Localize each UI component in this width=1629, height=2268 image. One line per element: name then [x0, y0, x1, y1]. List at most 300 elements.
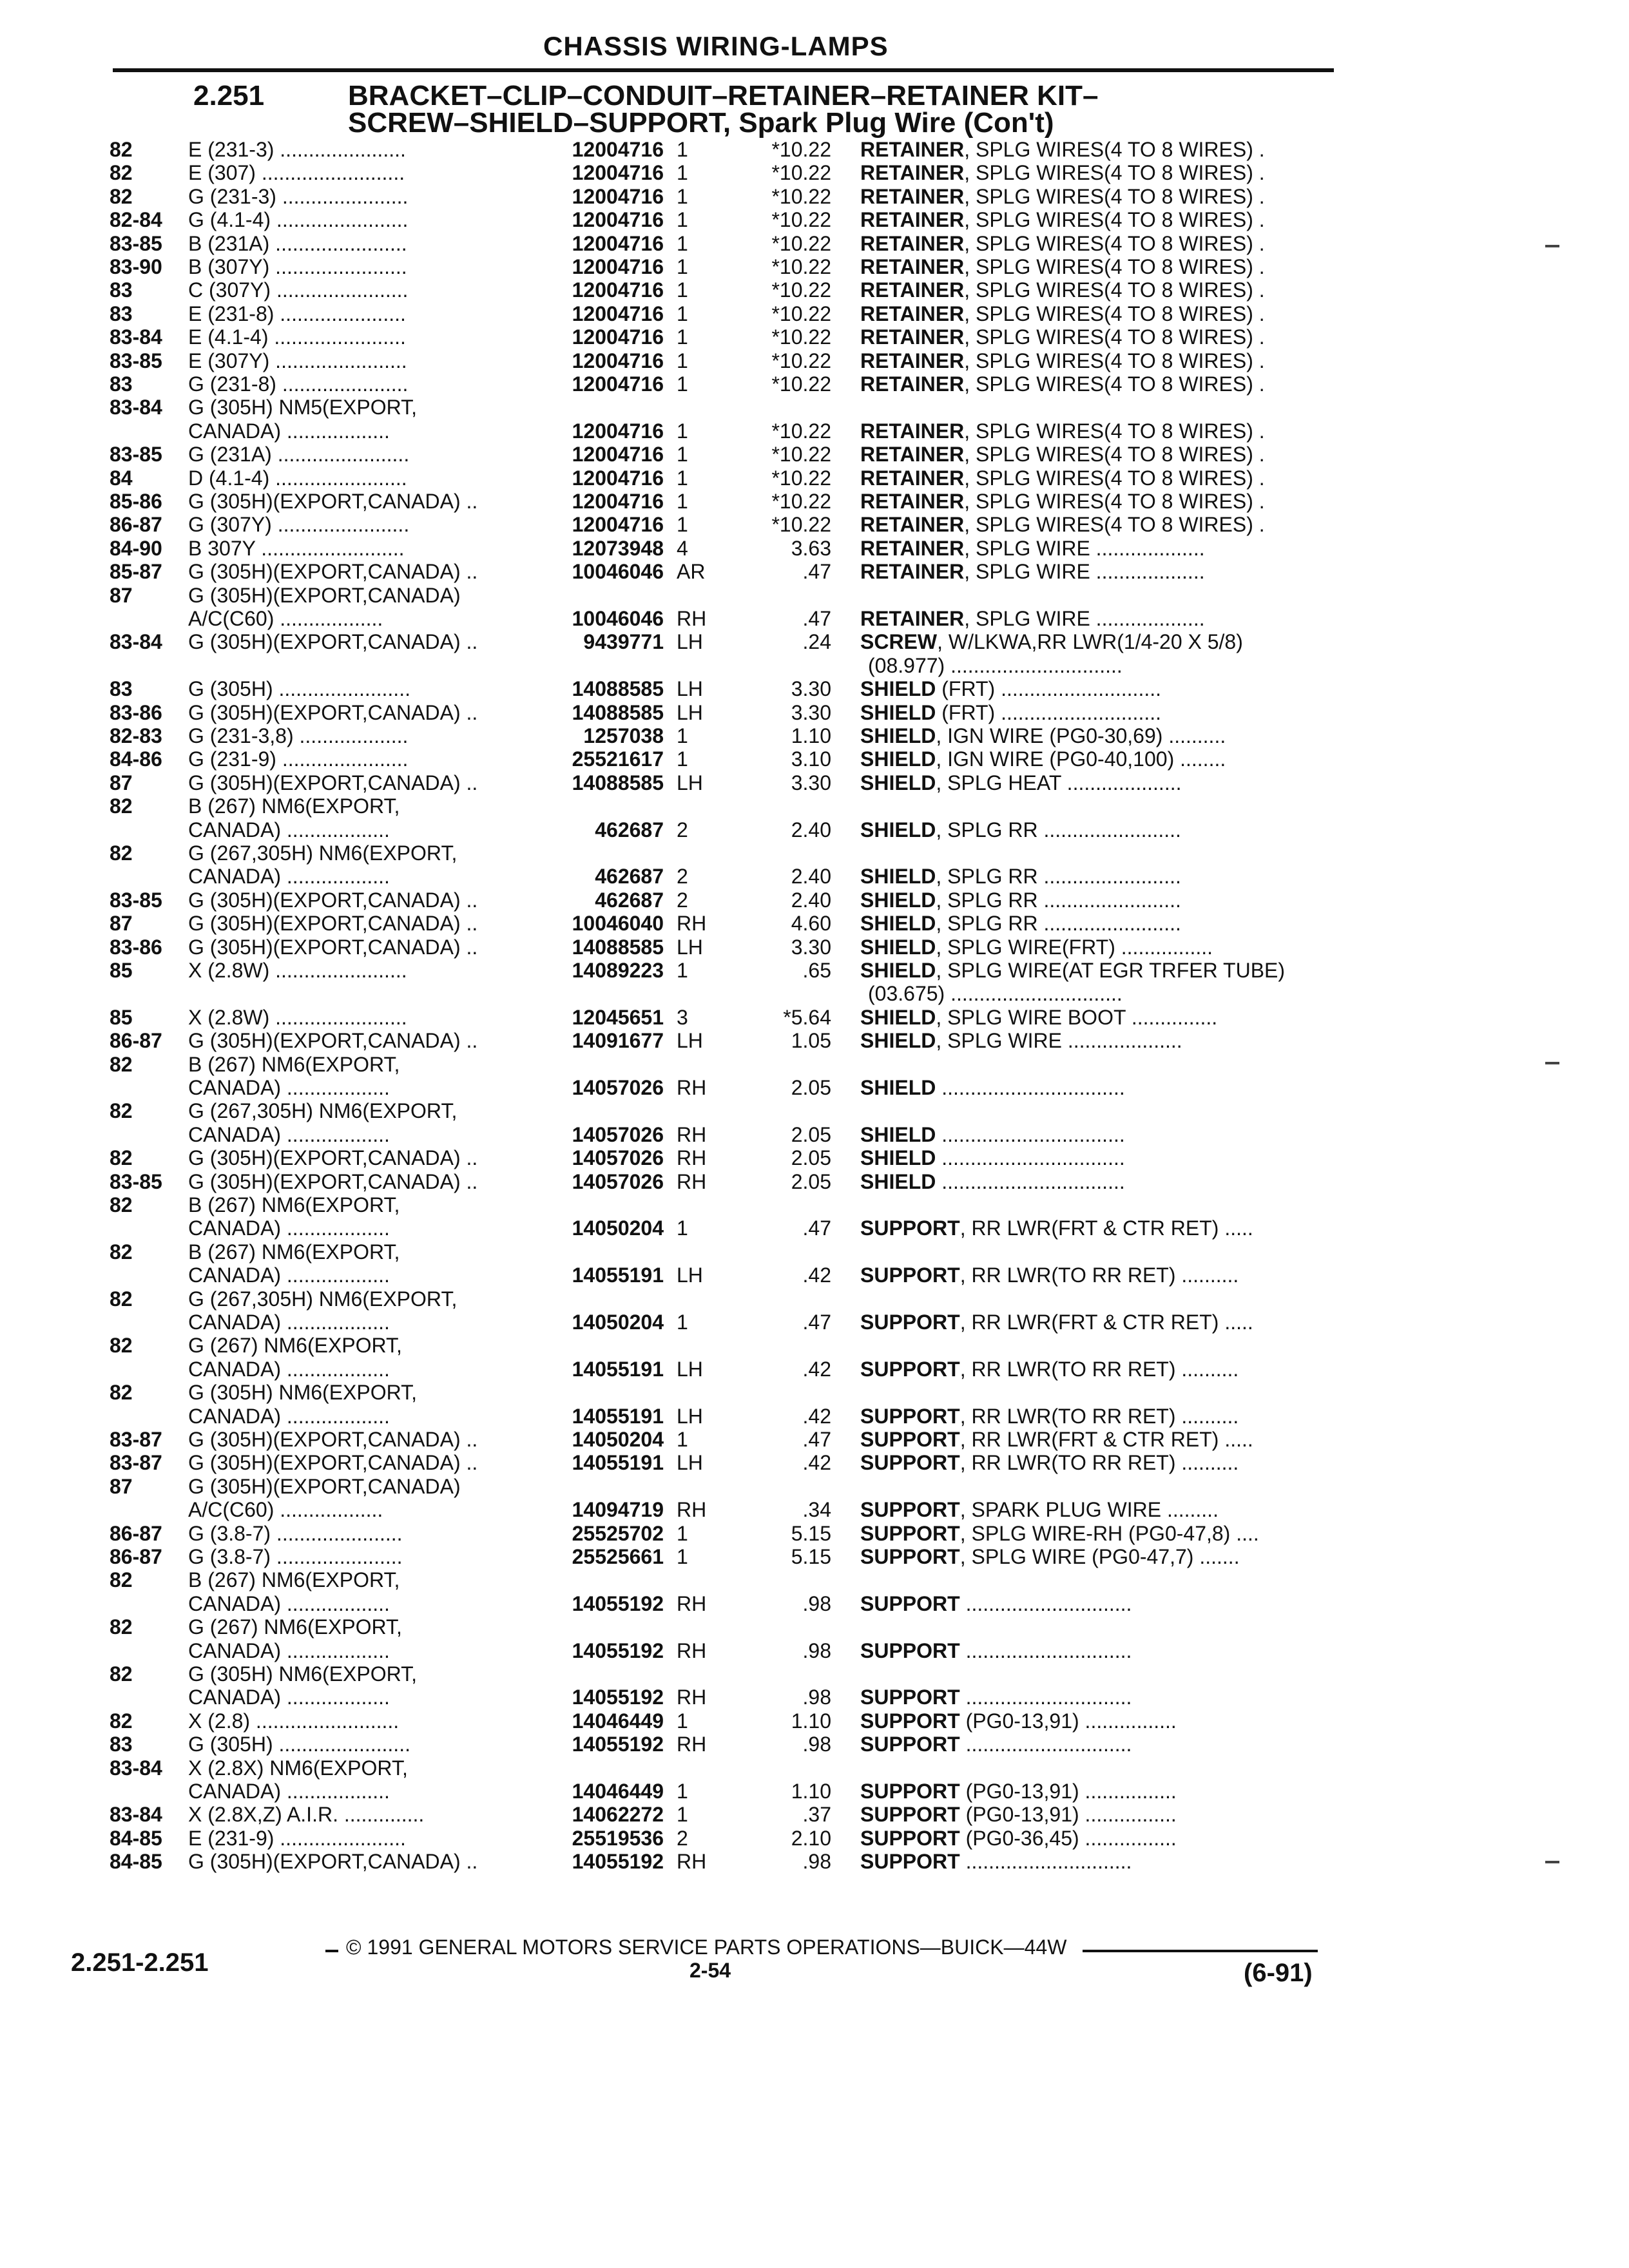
- table-row: [0, 584, 1629, 607]
- part-name-detail: , SPLG RR ........................: [936, 865, 1181, 888]
- price-cell: 2.10: [791, 1827, 831, 1850]
- quantity-cell: 3: [677, 1006, 688, 1029]
- part-number-cell: 14094719: [572, 1498, 664, 1521]
- table-row: [0, 302, 1629, 325]
- price-cell: .98: [802, 1639, 831, 1662]
- part-number-cell: 14057026: [572, 1123, 664, 1146]
- part-number-cell: 14055192: [572, 1592, 664, 1615]
- part-number-cell: 14046449: [572, 1780, 664, 1803]
- table-row: [0, 1639, 1629, 1662]
- year-cell: 83-86: [110, 936, 162, 959]
- part-name-detail: , RR LWR(TO RR RET) ..........: [959, 1405, 1239, 1428]
- description-cell: CANADA) ..................: [188, 1358, 390, 1381]
- year-cell: 84-90: [110, 537, 162, 560]
- margin-mark: [1545, 1861, 1559, 1863]
- part-number-cell: 14057026: [572, 1076, 664, 1099]
- part-name-cell: [860, 1240, 868, 1264]
- table-row: [0, 1709, 1629, 1733]
- description-cell: C (307Y) .......................: [188, 278, 409, 302]
- price-cell: .47: [802, 1216, 831, 1240]
- quantity-cell: 1: [677, 1545, 688, 1568]
- quantity-cell: 1: [677, 1803, 688, 1826]
- part-name-detail: , SPLG WIRES(4 TO 8 WIRES) .: [964, 419, 1265, 443]
- price-cell: 2.40: [791, 865, 831, 888]
- year-cell: 83: [110, 1733, 133, 1756]
- description-cell: CANADA) ..................: [188, 1686, 390, 1709]
- part-name-detail: , SPLG WIRES(4 TO 8 WIRES) .: [964, 349, 1265, 372]
- description-cell: CANADA) ..................: [188, 1311, 390, 1334]
- part-name-detail: , SPLG WIRE ....................: [936, 1029, 1182, 1052]
- price-cell: .42: [802, 1358, 831, 1381]
- table-row: [0, 1264, 1629, 1287]
- part-name-detail: , SPLG WIRE(AT EGR TRFER TUBE): [936, 959, 1286, 982]
- part-name-bold: SHIELD: [860, 1029, 936, 1052]
- part-name-cell: [860, 1451, 1239, 1474]
- part-name-cell: [860, 724, 1226, 747]
- part-name-detail: , RR LWR(TO RR RET) ..........: [959, 1264, 1239, 1287]
- price-cell: 1.10: [791, 724, 831, 747]
- part-name-cell: [860, 771, 1181, 794]
- description-cell: G (305H)(EXPORT,CANADA) ..: [188, 1428, 478, 1451]
- part-name-detail: , SPLG WIRE(FRT) ................: [936, 936, 1213, 959]
- quantity-cell: 1: [677, 443, 688, 466]
- part-number-cell: 12004716: [572, 349, 664, 372]
- table-row: [0, 912, 1629, 935]
- table-row: [0, 1334, 1629, 1357]
- part-name-bold: RETAINER: [860, 325, 965, 349]
- description-cell: CANADA) ..................: [188, 419, 390, 443]
- table-row: [0, 1099, 1629, 1122]
- part-name-bold: SHIELD: [860, 1006, 936, 1029]
- part-name-cell: [860, 841, 868, 865]
- quantity-cell: 2: [677, 865, 688, 888]
- part-number-cell: 14055191: [572, 1358, 664, 1381]
- part-name-bold: SUPPORT: [860, 1592, 960, 1615]
- table-row: [0, 677, 1629, 700]
- year-cell: 83: [110, 302, 133, 325]
- part-name-detail: , SPLG WIRES(4 TO 8 WIRES) .: [964, 138, 1265, 161]
- part-number-cell: 462687: [595, 889, 664, 912]
- description-cell: X (2.8) .........................: [188, 1709, 400, 1733]
- table-row: [0, 1827, 1629, 1850]
- table-row: [0, 794, 1629, 818]
- quantity-cell: RH: [677, 1076, 707, 1099]
- section-title-line1: BRACKET–CLIP–CONDUIT–RETAINER–RETAINER KIT–: [348, 80, 1099, 111]
- part-number-cell: 14055192: [572, 1639, 664, 1662]
- quantity-cell: LH: [677, 630, 703, 653]
- description-cell: G (305H)(EXPORT,CANADA): [188, 584, 461, 607]
- part-name-bold: RETAINER: [860, 513, 965, 536]
- part-name-cell: [860, 1287, 868, 1311]
- part-name-bold: SUPPORT: [860, 1545, 960, 1568]
- part-number-cell: 14088585: [572, 701, 664, 724]
- description-cell: G (231-9) ......................: [188, 747, 409, 771]
- year-cell: 84-85: [110, 1827, 162, 1850]
- price-cell: *10.22: [771, 208, 831, 231]
- part-number-cell: 12004716: [572, 302, 664, 325]
- quantity-cell: 1: [677, 490, 688, 513]
- description-cell: CANADA) ..................: [188, 865, 390, 888]
- part-name-bold: SCREW: [860, 630, 938, 653]
- quantity-cell: 1: [677, 513, 688, 536]
- quantity-cell: 1: [677, 138, 688, 161]
- quantity-cell: 1: [677, 1216, 688, 1240]
- part-number-cell: 12073948: [572, 537, 664, 560]
- part-name-cell: [860, 232, 1265, 255]
- description-cell: G (305H)(EXPORT,CANADA) ..: [188, 701, 478, 724]
- quantity-cell: 1: [677, 724, 688, 747]
- description-cell: CANADA) ..................: [188, 1123, 390, 1146]
- quantity-cell: 1: [677, 1428, 688, 1451]
- part-name-detail: (PG0-13,91) ................: [959, 1709, 1177, 1733]
- part-name-detail: , SPLG WIRES(4 TO 8 WIRES) .: [964, 513, 1265, 536]
- table-row: [0, 513, 1629, 536]
- table-row: [0, 208, 1629, 231]
- part-name-detail: , SPLG WIRES(4 TO 8 WIRES) .: [964, 372, 1265, 396]
- description-cell: G (305H)(EXPORT,CANADA) ..: [188, 560, 478, 583]
- description-cell: G (267,305H) NM6(EXPORT,: [188, 841, 458, 865]
- part-name-cell: [860, 560, 1205, 583]
- part-number-cell: 12004716: [572, 443, 664, 466]
- part-name-cell: [860, 208, 1265, 231]
- quantity-cell: 1: [677, 161, 688, 184]
- part-name-cell: [860, 513, 1265, 536]
- header-rule: [113, 68, 1334, 72]
- part-name-cell: [860, 1827, 1177, 1850]
- part-number-cell: 12004716: [572, 490, 664, 513]
- part-name-cell: [860, 1311, 1253, 1334]
- part-name-bold: SUPPORT: [860, 1522, 960, 1545]
- part-number-cell: 1257038: [583, 724, 664, 747]
- table-row: [0, 1287, 1629, 1311]
- part-name-bold: SUPPORT: [860, 1850, 960, 1873]
- part-name-bold: SUPPORT: [860, 1709, 960, 1733]
- part-name-detail: (03.675) ..............................: [868, 982, 1123, 1005]
- part-number-cell: 14089223: [572, 959, 664, 982]
- part-name-bold: SUPPORT: [860, 1498, 960, 1521]
- year-cell: 85: [110, 959, 133, 982]
- part-name-bold: SHIELD: [860, 771, 936, 794]
- year-cell: 86-87: [110, 1029, 162, 1052]
- part-name-bold: SUPPORT: [860, 1311, 960, 1334]
- part-name-cell: [860, 372, 1265, 396]
- table-row: [0, 959, 1629, 982]
- part-name-bold: RETAINER: [860, 232, 965, 255]
- description-cell: E (4.1-4) .......................: [188, 325, 406, 349]
- table-row: [0, 1358, 1629, 1381]
- year-cell: 83-85: [110, 1170, 162, 1193]
- price-cell: *10.22: [771, 325, 831, 349]
- description-cell: G (231-3) ......................: [188, 185, 409, 208]
- part-name-cell: [860, 982, 1123, 1005]
- part-number-cell: 12004716: [572, 185, 664, 208]
- part-name-detail: , SPARK PLUG WIRE .........: [959, 1498, 1219, 1521]
- part-name-cell: [860, 1709, 1177, 1733]
- year-cell: 82: [110, 1053, 133, 1076]
- part-name-bold: RETAINER: [860, 537, 965, 560]
- price-cell: 2.40: [791, 889, 831, 912]
- quantity-cell: RH: [677, 912, 707, 935]
- description-cell: G (305H) NM5(EXPORT,: [188, 396, 418, 419]
- table-row: [0, 1592, 1629, 1615]
- quantity-cell: RH: [677, 1170, 707, 1193]
- part-name-bold: RETAINER: [860, 138, 965, 161]
- year-cell: 85-87: [110, 560, 162, 583]
- part-name-detail: (PG0-36,45) ................: [959, 1827, 1177, 1850]
- part-name-cell: [860, 278, 1265, 302]
- year-cell: 82: [110, 794, 133, 818]
- table-row: [0, 1053, 1629, 1076]
- part-name-cell: [860, 537, 1205, 560]
- description-cell: G (305H)(EXPORT,CANADA): [188, 1475, 461, 1498]
- part-name-detail: , SPLG WIRES(4 TO 8 WIRES) .: [964, 302, 1265, 325]
- description-cell: E (231-8) ......................: [188, 302, 406, 325]
- year-cell: 83-87: [110, 1451, 162, 1474]
- year-cell: 82: [110, 1146, 133, 1169]
- part-number-cell: 12004716: [572, 325, 664, 349]
- part-name-bold: SHIELD: [860, 747, 936, 771]
- part-name-detail: , IGN WIRE (PG0-40,100) ........: [936, 747, 1226, 771]
- part-name-cell: [860, 396, 868, 419]
- part-number-cell: 25521617: [572, 747, 664, 771]
- quantity-cell: 4: [677, 537, 688, 560]
- year-cell: 82: [110, 1287, 133, 1311]
- table-row: [0, 138, 1629, 161]
- part-name-detail: , SPLG WIRE ...................: [964, 560, 1205, 583]
- part-number-cell: 14091677: [572, 1029, 664, 1052]
- table-row: [0, 1216, 1629, 1240]
- part-name-cell: [860, 161, 1265, 184]
- year-cell: 82: [110, 1334, 133, 1357]
- price-cell: *10.22: [771, 278, 831, 302]
- quantity-cell: RH: [677, 1498, 707, 1521]
- description-cell: G (305H)(EXPORT,CANADA) ..: [188, 912, 478, 935]
- description-cell: G (305H) NM6(EXPORT,: [188, 1381, 418, 1404]
- table-row: [0, 325, 1629, 349]
- part-name-cell: [860, 349, 1265, 372]
- part-number-cell: 14050204: [572, 1428, 664, 1451]
- table-row: [0, 443, 1629, 466]
- section-title-line2: SCREW–SHIELD–SUPPORT, Spark Plug Wire (Con't): [348, 107, 1054, 139]
- table-row: [0, 1545, 1629, 1568]
- table-row: [0, 1522, 1629, 1545]
- table-row: [0, 185, 1629, 208]
- part-name-cell: [860, 1686, 1132, 1709]
- price-cell: 3.30: [791, 677, 831, 700]
- table-row: [0, 1240, 1629, 1264]
- table-row: [0, 537, 1629, 560]
- quantity-cell: RH: [677, 1733, 707, 1756]
- part-number-cell: 14050204: [572, 1216, 664, 1240]
- part-number-cell: 14055192: [572, 1686, 664, 1709]
- year-cell: 82: [110, 1193, 133, 1216]
- description-cell: B (231A) .......................: [188, 232, 407, 255]
- quantity-cell: RH: [677, 1592, 707, 1615]
- part-name-bold: SUPPORT: [860, 1451, 960, 1474]
- quantity-cell: 1: [677, 185, 688, 208]
- part-name-cell: [860, 818, 1181, 841]
- quantity-cell: LH: [677, 1451, 703, 1474]
- table-row: [0, 1311, 1629, 1334]
- table-row: [0, 1803, 1629, 1826]
- part-name-detail: (FRT) ............................: [936, 677, 1161, 700]
- part-name-cell: [860, 1006, 1217, 1029]
- part-name-detail: , SPLG RR ........................: [936, 889, 1181, 912]
- quantity-cell: 1: [677, 349, 688, 372]
- part-number-cell: 12004716: [572, 161, 664, 184]
- quantity-cell: 2: [677, 818, 688, 841]
- quantity-cell: 1: [677, 959, 688, 982]
- table-row: [0, 1662, 1629, 1686]
- part-number-cell: 14057026: [572, 1170, 664, 1193]
- description-cell: D (4.1-4) .......................: [188, 466, 407, 490]
- part-number-cell: 25525702: [572, 1522, 664, 1545]
- quantity-cell: RH: [677, 1123, 707, 1146]
- part-name-detail: , SPLG WIRES(4 TO 8 WIRES) .: [964, 325, 1265, 349]
- footer-copyright: © 1991 GENERAL MOTORS SERVICE PARTS OPERATIONS—BUICK—44W: [346, 1936, 1067, 1959]
- quantity-cell: RH: [677, 607, 707, 630]
- table-row: [0, 1615, 1629, 1639]
- quantity-cell: 1: [677, 372, 688, 396]
- part-name-detail: , SPLG WIRES(4 TO 8 WIRES) .: [964, 255, 1265, 278]
- year-cell: 83-84: [110, 396, 162, 419]
- price-cell: 2.05: [791, 1146, 831, 1169]
- margin-mark: [1545, 1062, 1559, 1064]
- description-cell: G (305H) NM6(EXPORT,: [188, 1662, 418, 1686]
- part-name-bold: SHIELD: [860, 889, 936, 912]
- table-row: [0, 1076, 1629, 1099]
- part-name-detail: , SPLG WIRES(4 TO 8 WIRES) .: [964, 278, 1265, 302]
- quantity-cell: RH: [677, 1686, 707, 1709]
- year-cell: 83-90: [110, 255, 162, 278]
- description-cell: G (305H)(EXPORT,CANADA) ..: [188, 490, 478, 513]
- part-name-cell: [860, 1405, 1239, 1428]
- part-name-detail: , RR LWR(TO RR RET) ..........: [959, 1358, 1239, 1381]
- part-name-cell: [860, 701, 1161, 724]
- price-cell: 3.30: [791, 936, 831, 959]
- quantity-cell: LH: [677, 1358, 703, 1381]
- year-cell: 83-84: [110, 630, 162, 653]
- part-name-cell: [860, 654, 1123, 677]
- quantity-cell: 1: [677, 325, 688, 349]
- part-number-cell: 14088585: [572, 936, 664, 959]
- section-number: 2.251: [193, 80, 265, 111]
- description-cell: CANADA) ..................: [188, 1639, 390, 1662]
- part-name-detail: , SPLG WIRES(4 TO 8 WIRES) .: [964, 443, 1265, 466]
- part-number-cell: 12004716: [572, 255, 664, 278]
- part-name-detail: , SPLG WIRES(4 TO 8 WIRES) .: [964, 161, 1265, 184]
- part-name-cell: [860, 1568, 868, 1591]
- quantity-cell: 1: [677, 419, 688, 443]
- part-name-cell: [860, 912, 1181, 935]
- price-cell: 1.10: [791, 1709, 831, 1733]
- table-row: [0, 1405, 1629, 1428]
- description-cell: CANADA) ..................: [188, 1216, 390, 1240]
- part-name-bold: SHIELD: [860, 936, 936, 959]
- table-row: [0, 630, 1629, 653]
- table-row: [0, 349, 1629, 372]
- quantity-cell: LH: [677, 1405, 703, 1428]
- description-cell: G (267,305H) NM6(EXPORT,: [188, 1099, 458, 1122]
- table-row: [0, 936, 1629, 959]
- year-cell: 86-87: [110, 1522, 162, 1545]
- part-name-detail: (PG0-13,91) ................: [959, 1803, 1177, 1826]
- price-cell: .47: [802, 1311, 831, 1334]
- price-cell: 3.30: [791, 701, 831, 724]
- part-name-cell: [860, 1193, 868, 1216]
- price-cell: 3.30: [791, 771, 831, 794]
- year-cell: 82: [110, 161, 133, 184]
- part-name-bold: SUPPORT: [860, 1733, 960, 1756]
- part-name-bold: SHIELD: [860, 959, 936, 982]
- price-cell: .98: [802, 1686, 831, 1709]
- part-name-detail: , SPLG WIRES(4 TO 8 WIRES) .: [964, 490, 1265, 513]
- description-cell: CANADA) ..................: [188, 1264, 390, 1287]
- price-cell: *10.22: [771, 302, 831, 325]
- part-name-cell: [860, 889, 1181, 912]
- price-cell: *10.22: [771, 255, 831, 278]
- description-cell: CANADA) ..................: [188, 1592, 390, 1615]
- year-cell: 83: [110, 677, 133, 700]
- part-number-cell: 14046449: [572, 1709, 664, 1733]
- description-cell: G (305H)(EXPORT,CANADA) ..: [188, 936, 478, 959]
- year-cell: 82: [110, 185, 133, 208]
- quantity-cell: RH: [677, 1146, 707, 1169]
- price-cell: .47: [802, 607, 831, 630]
- price-cell: .65: [802, 959, 831, 982]
- description-cell: G (305H)(EXPORT,CANADA) ..: [188, 889, 478, 912]
- part-name-cell: [860, 1146, 1125, 1169]
- part-number-cell: 12004716: [572, 513, 664, 536]
- part-name-cell: [860, 325, 1265, 349]
- part-name-detail: , SPLG WIRE-RH (PG0-47,8) ....: [959, 1522, 1259, 1545]
- part-name-bold: RETAINER: [860, 419, 965, 443]
- part-name-bold: SHIELD: [860, 865, 936, 888]
- part-name-cell: [860, 1615, 868, 1639]
- part-number-cell: 10046046: [572, 560, 664, 583]
- year-cell: 82: [110, 1099, 133, 1122]
- quantity-cell: LH: [677, 1029, 703, 1052]
- part-name-detail: , W/LKWA,RR LWR(1/4-20 X 5/8): [937, 630, 1243, 653]
- year-cell: 82: [110, 138, 133, 161]
- year-cell: 84: [110, 466, 133, 490]
- table-row: [0, 419, 1629, 443]
- description-cell: B (267) NM6(EXPORT,: [188, 1240, 400, 1264]
- part-name-bold: RETAINER: [860, 607, 965, 630]
- quantity-cell: 2: [677, 1827, 688, 1850]
- part-name-bold: SUPPORT: [860, 1803, 960, 1826]
- part-name-cell: [860, 1358, 1239, 1381]
- year-cell: 82-84: [110, 208, 162, 231]
- year-cell: 82: [110, 1615, 133, 1639]
- part-name-cell: [860, 1475, 868, 1498]
- table-row: [0, 818, 1629, 841]
- table-row: [0, 1146, 1629, 1169]
- quantity-cell: 1: [677, 1709, 688, 1733]
- part-number-cell: 12004716: [572, 372, 664, 396]
- quantity-cell: 1: [677, 278, 688, 302]
- description-cell: E (231-3) ......................: [188, 138, 406, 161]
- part-name-bold: RETAINER: [860, 443, 965, 466]
- part-name-cell: [860, 1334, 868, 1357]
- description-cell: G (231-3,8) ...................: [188, 724, 409, 747]
- part-name-bold: SHIELD: [860, 724, 936, 747]
- part-name-bold: SUPPORT: [860, 1428, 960, 1451]
- price-cell: .24: [802, 630, 831, 653]
- table-row: [0, 1850, 1629, 1873]
- part-name-cell: [860, 302, 1265, 325]
- description-cell: X (2.8W) .......................: [188, 959, 407, 982]
